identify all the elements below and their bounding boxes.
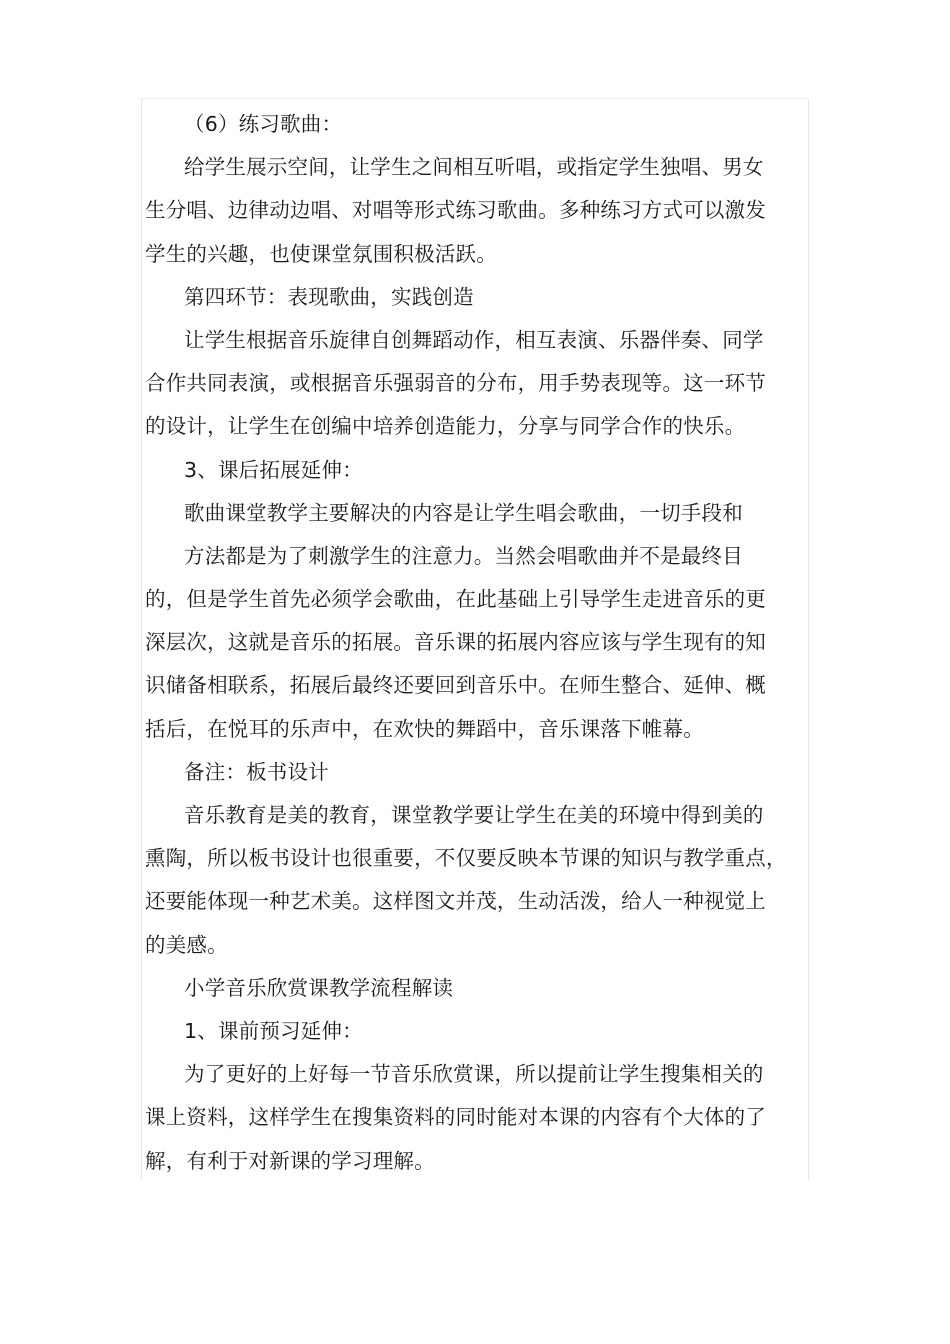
paragraph-line: 的，但是学生首先必须学会歌曲，在此基础上引导学生走进音乐的更 xyxy=(145,587,766,612)
heading-practice-song: （6）练习歌曲： xyxy=(184,112,343,136)
paragraph-line: 的设计，让学生在创编中培养创造能力，分享与同学合作的快乐。 xyxy=(145,414,746,439)
heading-appreciation-lesson: 小学音乐欣赏课教学流程解读 xyxy=(184,975,454,1000)
paragraph-line: 解，有利于对新课的学习理解。 xyxy=(145,1148,435,1173)
heading-board-design-note: 备注：板书设计 xyxy=(184,759,329,784)
paragraph-line: 合作共同表演，或根据音乐强弱音的分布，用手势表现等。这一环节 xyxy=(145,371,766,396)
document-body xyxy=(145,103,815,1183)
paragraph-line: 深层次，这就是音乐的拓展。音乐课的拓展内容应该与学生现有的知 xyxy=(145,630,766,655)
paragraph-line: 识储备相联系，拓展后最终还要回到音乐中。在师生整合、延伸、概 xyxy=(145,673,766,698)
paragraph-line: 还要能体现一种艺术美。这样图文并茂，生动活泼，给人一种视觉上 xyxy=(145,889,766,914)
heading-pre-class-preview: 1、课前预习延伸： xyxy=(184,1018,363,1043)
paragraph-line: 给学生展示空间，让学生之间相互听唱，或指定学生独唱、男女 xyxy=(184,155,764,180)
heading-fourth-stage: 第四环节：表现歌曲，实践创造 xyxy=(184,284,474,309)
paragraph-line: 的美感。 xyxy=(145,932,228,957)
paragraph-line: 生分唱、边律动边唱、对唱等形式练习歌曲。多种练习方式可以激发 xyxy=(145,198,766,223)
paragraph-line: 为了更好的上好每一节音乐欣赏课，所以提前让学生搜集相关的 xyxy=(184,1062,764,1087)
paragraph-line: 括后，在悦耳的乐声中，在欢快的舞蹈中，音乐课落下帷幕。 xyxy=(145,716,704,741)
paragraph-line: 让学生根据音乐旋律自创舞蹈动作，相互表演、乐器伴奏、同学 xyxy=(184,327,764,352)
paragraph-line: 课上资料，这样学生在搜集资料的同时能对本课的内容有个大体的了 xyxy=(145,1105,766,1130)
heading-after-class-extension: 3、课后拓展延伸： xyxy=(184,457,363,482)
paragraph-line: 歌曲课堂教学主要解决的内容是让学生唱会歌曲，一切手段和 xyxy=(184,500,743,525)
paragraph-line: 熏陶，所以板书设计也很重要，不仅要反映本节课的知识与教学重点， xyxy=(145,846,787,871)
paragraph-line: 方法都是为了刺激学生的注意力。当然会唱歌曲并不是最终目 xyxy=(184,543,743,568)
paragraph-line: 学生的兴趣，也使课堂氛围积极活跃。 xyxy=(145,241,497,266)
paragraph-line: 音乐教育是美的教育，课堂教学要让学生在美的环境中得到美的 xyxy=(184,803,764,827)
